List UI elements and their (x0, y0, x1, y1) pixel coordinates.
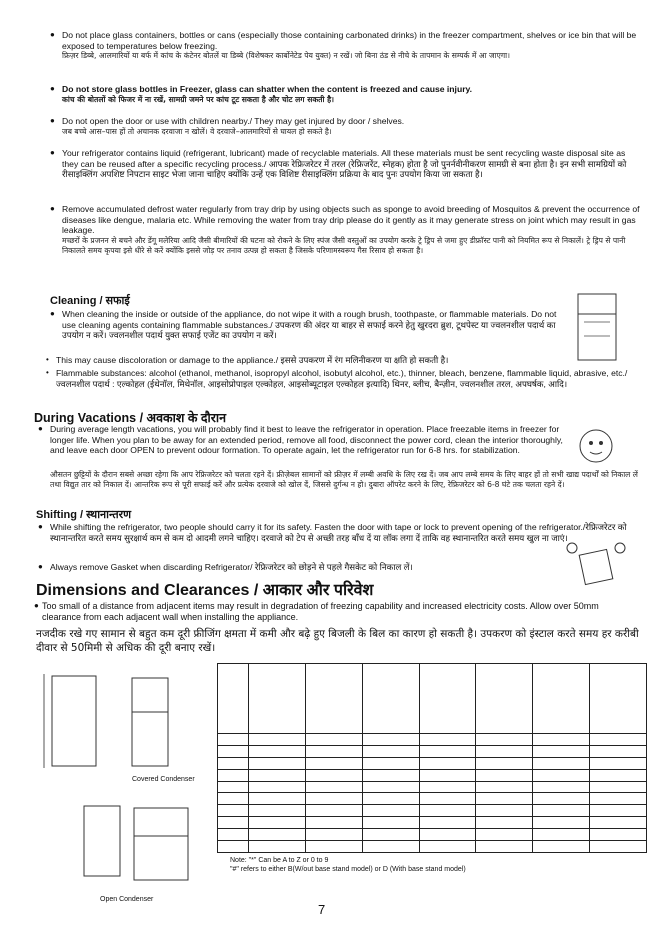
bullet-dot: ● (38, 522, 43, 531)
covered-condenser-diagram (36, 664, 206, 784)
vacations-hi: औसतन छुट्टियों के दौरान सबसे अच्छा रहेगा कि आप रेफ्रिजरेटर को चलता रहने दें। फ्रीज़ेबल सामानों को फ्रीज़र में लम्बी अवधि के लिए रख दें। जब आप लम्बे समय के लिए बाहर हों तो सभी खाद्य पदार्थों को निकाल लें तथा विद्युत तार को निकाल दें। आन्तरिक रूप से पूरी सफाई करें और प्रत्येक दरवाजे को खोल दें, जिससे दुर्गन्ध न हो। दुबारा ऑपरेट करने के लिए, रेफ्रिजरेटर को 6-8 घंटे तक चलता रहने दें। (50, 470, 638, 489)
bullet-dot: ● (38, 562, 43, 571)
bullet-dot: ● (50, 30, 55, 39)
bullet-dot: • (46, 355, 49, 364)
cleaning-heading: Cleaning / सफाई (50, 295, 130, 307)
vacations-en (38, 424, 566, 456)
note-2: "#" refers to either B(W/out base stand model) or D (With base stand model) (230, 866, 466, 873)
cleaning-text: This may cause discoloration or damage to the appliance./ इससे उपकरण में रंग मलिनीकरण या क्षति हो सकती है। (56, 355, 449, 365)
bullet-en: Do not place glass containers, bottles or cans (especially those containing carbonated drinks) in the freezer compartment, shelves or ice bin that will be exposed to temperatures below freezing. (62, 30, 637, 51)
bullet-recycling (50, 148, 640, 180)
shifting-text: While shifting the refrigerator, two people should carry it for its safety. Fasten the door with tape or lock to prevent opening of the refrigerator./रेफ्रिजरेटर को स्थानान्तरित करते समय सुरक्षार्थ कम से कम दो आदमी लगने चाहिए। दरवाजे को टेप से अच्छी तरह बाँध दें या लॉक लगा दें ताकि वह स्थानान्तरित करते समय खुल ना जाएं। (50, 522, 627, 543)
bullet-dot: ● (38, 424, 43, 433)
cleaning-item-1 (50, 309, 572, 341)
vacations-en-text: During average length vacations, you will probably find it best to leave the refrigerator in operation. Place freezable items in freezer for longer life. When you plan to be away for an extended period, remove all food, disconnect the power cord, clean the interior thoroughly, and leave each door OPEN to prevent odour formation. To operate again, let the refrigerator run for 6-8 hrs. for stabilization. (50, 424, 563, 456)
bullet-en: Your refrigerator contains liquid (refrigerant, lubricant) made of recyclable materials. All these materials must be sent recycling waste disposal site as they can be reused after a specific recycling process./ आपक रेफ्रिजरेटर में तरल (रेफ्रिजरेंट, स्नेहक) होता है जो पुनर्नवीनीकरण सामग्री से बना होता है। इन सभी सामग्रियों को रीसाइक्लिंग अपशिष्ट निपटान साइट भेजा जाना चाहिए क्योंकि उन्हें एक विशिष्ट रीसाइक्लिंग प्रक्रिया के बाद पुनः उपयोग किया जा सकता है। (62, 148, 627, 180)
cleaning-text: Flammable substances: alcohol (ethanol, methanol, isopropyl alcohol, isobutyl alcohol, etc.), thinner, bleach, benzene, flammable liquid, abrasive, etc./ज्वलनशील पदार्थ : एल्कोहल (ईथेनॉल, मिथेनॉल, आइसोप्रोपाइल एल्कोहल, आइसोब्यूटाइल एल्कोहल इत्यादि) थिनर, ब्लीच, बैन्ज़ीन, ज्वलनशील तरल, अपघर्षक, आदि। (56, 368, 628, 389)
vacation-illustration (570, 418, 620, 470)
note-1: Note: "*" Can be A to Z or 0 to 9 (230, 857, 329, 864)
bullet-dot: ● (50, 204, 55, 213)
shifting-text: Always remove Gasket when discarding Refrigerator/ रेफ्रिजरेटर को छोड़ने से पहले गैसकेट को निकाल लें। (50, 562, 413, 572)
vacations-heading: During Vacations / अवकाश के दौरान (34, 411, 227, 425)
dimensions-table (217, 663, 647, 853)
cleaning-item-2 (46, 355, 640, 366)
bullet-glass-containers (50, 30, 640, 61)
page-number: 7 (318, 902, 326, 917)
cleaning-item-3 (46, 368, 640, 389)
cleaning-text: When cleaning the inside or outside of the appliance, do not wipe it with a rough brush, toothpaste, or flammable materials. Do not use cleaning agents containing flammable substances./ उपकरण की अंदर या बाहर से सफाई करने हेतु खुरदरा ब्रुश, टूथपेस्ट या ज्वलनशील पदार्थ का उपयोग न करें। ज्वलनशील पदार्थ युक्त सफाई एजेंट का उपयोग न करें। (62, 309, 557, 341)
dimensions-en-text: Too small of a distance from adjacent items may result in degradation of freezing capability and increased electricity costs. Allow over 50mm clearance from each adjacent wall when installing the appliance. (42, 601, 599, 622)
bullet-en: Remove accumulated defrost water regularly from tray drip by using objects such as sponge to avoid breeding of Mosquitos & prevent the occurrence of diseases like dengue, malaria etc. While removing the water from tray drip please do it gently as it may generate stress on joint which may result in gas leakage. (62, 204, 640, 236)
dimensions-en (34, 601, 640, 622)
bullet-dot: • (46, 368, 49, 377)
covered-condenser-label: Covered Condenser (132, 776, 195, 783)
bullet-dot: ● (50, 309, 55, 318)
bullet-hi: कांच की बोतलों को फिजर में ना रखें, सामग्री जमने पर कांच टूट सकता है और चोट लग सकती है। (62, 94, 335, 104)
dimensions-hi: नजदीक रखे गए सामान से बहुत कम दूरी फ्रीजिंग क्षमता में कमी और बढ़े हुए बिजली के बिल का कारण हो सकती है। उपकरण को इंस्टाल करते समय हर करीबी दीवार से 50मिमी से अधिक की दूरी बनाए रखें। (36, 628, 639, 654)
bullet-dot: ● (34, 601, 39, 610)
bullet-en: Do not store glass bottles in Freezer, glass can shatter when the content is freezed and cause injury. (62, 84, 473, 94)
open-condenser-diagram (36, 792, 206, 898)
bullet-glass-bottles (50, 84, 640, 105)
bullet-dot: ● (50, 148, 55, 157)
bullet-hi: जब बच्चे आस–पास हों तो अचानक दरवाजा न खोलें। वे दरवाजे–आलमारियों से घायल हो सकते है। (62, 126, 332, 136)
bullet-hi: मच्छरों के प्रजनन से बचने और डेंगू मलेरिया आदि जैसी बीमारियों की घटना को रोकने के लिए स्पंज जैसी वस्तुओं का उपयोग करके ट्रे ड्रिप से जमा हुए डीफ्रॉस्ट पानी को नियमित रूप से निकालें। ट्रे ड्रिप से पानी निकालते समय कृपया इसे धीरे से करें क्योंकि इससे जोड़ पर तनाव उत्पन्न हो सकता है जिसके परिणामस्वरूप गैस रिसाव हो सकता है। (62, 235, 626, 255)
fridge-cleaning-illustration (574, 292, 624, 366)
shifting-heading: Shifting / स्थानान्तरण (36, 509, 132, 521)
bullet-dot: ● (50, 84, 55, 93)
shifting-illustration (562, 538, 630, 586)
bullet-hi: फ्रिज़र डिब्बे, आलमारियों या बर्फ में कांच के कंटेनर बोतलें या डिब्बे (विशेषकर कार्बोनेटेड पेय युक्त) न रखें। जो बिना ठंड से नीचे के तापमान के सम्पर्क में आ जाएगा। (62, 51, 510, 61)
bullet-dot: ● (50, 116, 55, 125)
bullet-en: Do not open the door or use with children nearby./ They may get injured by door / shelves. (62, 116, 405, 126)
open-condenser-label: Open Condenser (100, 896, 154, 903)
shifting-item-1 (38, 522, 640, 543)
bullet-defrost-water (50, 204, 640, 256)
shifting-item-2 (38, 562, 562, 573)
bullet-children (50, 116, 640, 137)
dimensions-heading: Dimensions and Clearances / आकार और परिवेश (36, 582, 374, 599)
